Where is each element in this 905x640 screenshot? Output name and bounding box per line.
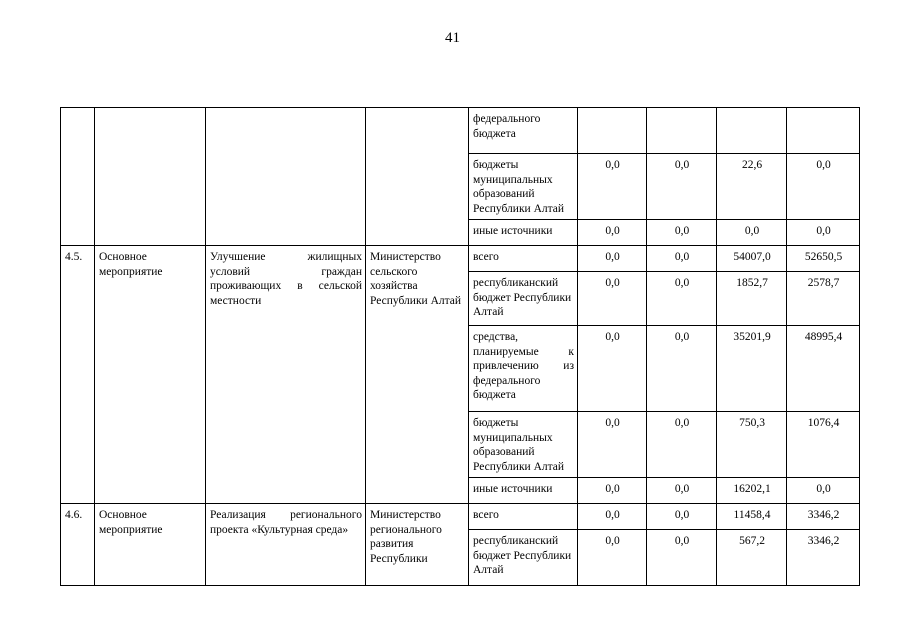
value-cell: 0,0 bbox=[578, 504, 647, 530]
budget-table bbox=[60, 107, 860, 586]
value-cell: 0,0 bbox=[578, 530, 647, 586]
funding-source-cell: иные источники bbox=[469, 220, 578, 246]
table-row bbox=[61, 504, 860, 530]
value-cell: 0,0 bbox=[578, 246, 647, 272]
funding-source-cell: федерального бюджета bbox=[469, 108, 578, 154]
item-type: Основное мероприятие bbox=[95, 246, 206, 504]
funding-source-cell: бюджеты муниципальных образований Республики Алтай bbox=[469, 412, 578, 478]
value-cell: 750,3 bbox=[717, 412, 787, 478]
item-name: Улучшение жилищных условий граждан проживающих в сельской местности bbox=[206, 246, 366, 504]
value-cell: 0,0 bbox=[787, 154, 860, 220]
item-executor: Министерство регионального развития Республики bbox=[366, 504, 469, 586]
value-cell: 0,0 bbox=[647, 478, 717, 504]
value-cell: 0,0 bbox=[647, 272, 717, 326]
value-cell: 16202,1 bbox=[717, 478, 787, 504]
value-cell: 0,0 bbox=[787, 220, 860, 246]
value-cell: 54007,0 bbox=[717, 246, 787, 272]
value-cell: 3346,2 bbox=[787, 504, 860, 530]
item-code: 4.6. bbox=[61, 504, 95, 586]
value-cell: 48995,4 bbox=[787, 326, 860, 412]
value-cell: 0,0 bbox=[647, 504, 717, 530]
item-name: Реализация регионального проекта «Культурная среда» bbox=[206, 504, 366, 586]
value-cell: 567,2 bbox=[717, 530, 787, 586]
value-cell: 0,0 bbox=[578, 326, 647, 412]
value-cell: 22,6 bbox=[717, 154, 787, 220]
value-cell: 35201,9 bbox=[717, 326, 787, 412]
page-number: 41 bbox=[445, 30, 460, 46]
value-cell: 52650,5 bbox=[787, 246, 860, 272]
value-cell: 0,0 bbox=[647, 326, 717, 412]
value-cell: 0,0 bbox=[578, 412, 647, 478]
value-cell: 0,0 bbox=[647, 412, 717, 478]
value-cell bbox=[647, 108, 717, 154]
value-cell: 0,0 bbox=[787, 478, 860, 504]
type-cell-empty bbox=[95, 108, 206, 246]
value-cell: 0,0 bbox=[647, 530, 717, 586]
funding-source-cell: всего bbox=[469, 504, 578, 530]
value-cell: 0,0 bbox=[647, 246, 717, 272]
table-row bbox=[61, 246, 860, 272]
funding-source-cell: средства, планируемые к привлечению из федерального бюджета bbox=[469, 326, 578, 412]
value-cell: 0,0 bbox=[578, 220, 647, 246]
value-cell: 0,0 bbox=[717, 220, 787, 246]
item-executor: Министерство сельского хозяйства Республики Алтай bbox=[366, 246, 469, 504]
value-cell bbox=[787, 108, 860, 154]
value-cell: 0,0 bbox=[647, 154, 717, 220]
code-cell-empty bbox=[61, 108, 95, 246]
value-cell: 2578,7 bbox=[787, 272, 860, 326]
value-cell bbox=[578, 108, 647, 154]
value-cell: 1852,7 bbox=[717, 272, 787, 326]
value-cell: 1076,4 bbox=[787, 412, 860, 478]
table-row bbox=[61, 108, 860, 154]
funding-source-cell: республиканский бюджет Республики Алтай bbox=[469, 272, 578, 326]
item-code: 4.5. bbox=[61, 246, 95, 504]
executor-cell-empty bbox=[366, 108, 469, 246]
funding-source-cell: республиканский бюджет Республики Алтай bbox=[469, 530, 578, 586]
value-cell: 0,0 bbox=[647, 220, 717, 246]
funding-source-cell: бюджеты муниципальных образований Республики Алтай bbox=[469, 154, 578, 220]
name-cell-empty bbox=[206, 108, 366, 246]
value-cell bbox=[717, 108, 787, 154]
value-cell: 3346,2 bbox=[787, 530, 860, 586]
value-cell: 0,0 bbox=[578, 272, 647, 326]
funding-source-cell: иные источники bbox=[469, 478, 578, 504]
value-cell: 0,0 bbox=[578, 478, 647, 504]
value-cell: 11458,4 bbox=[717, 504, 787, 530]
value-cell: 0,0 bbox=[578, 154, 647, 220]
item-type: Основное мероприятие bbox=[95, 504, 206, 586]
funding-source-cell: всего bbox=[469, 246, 578, 272]
